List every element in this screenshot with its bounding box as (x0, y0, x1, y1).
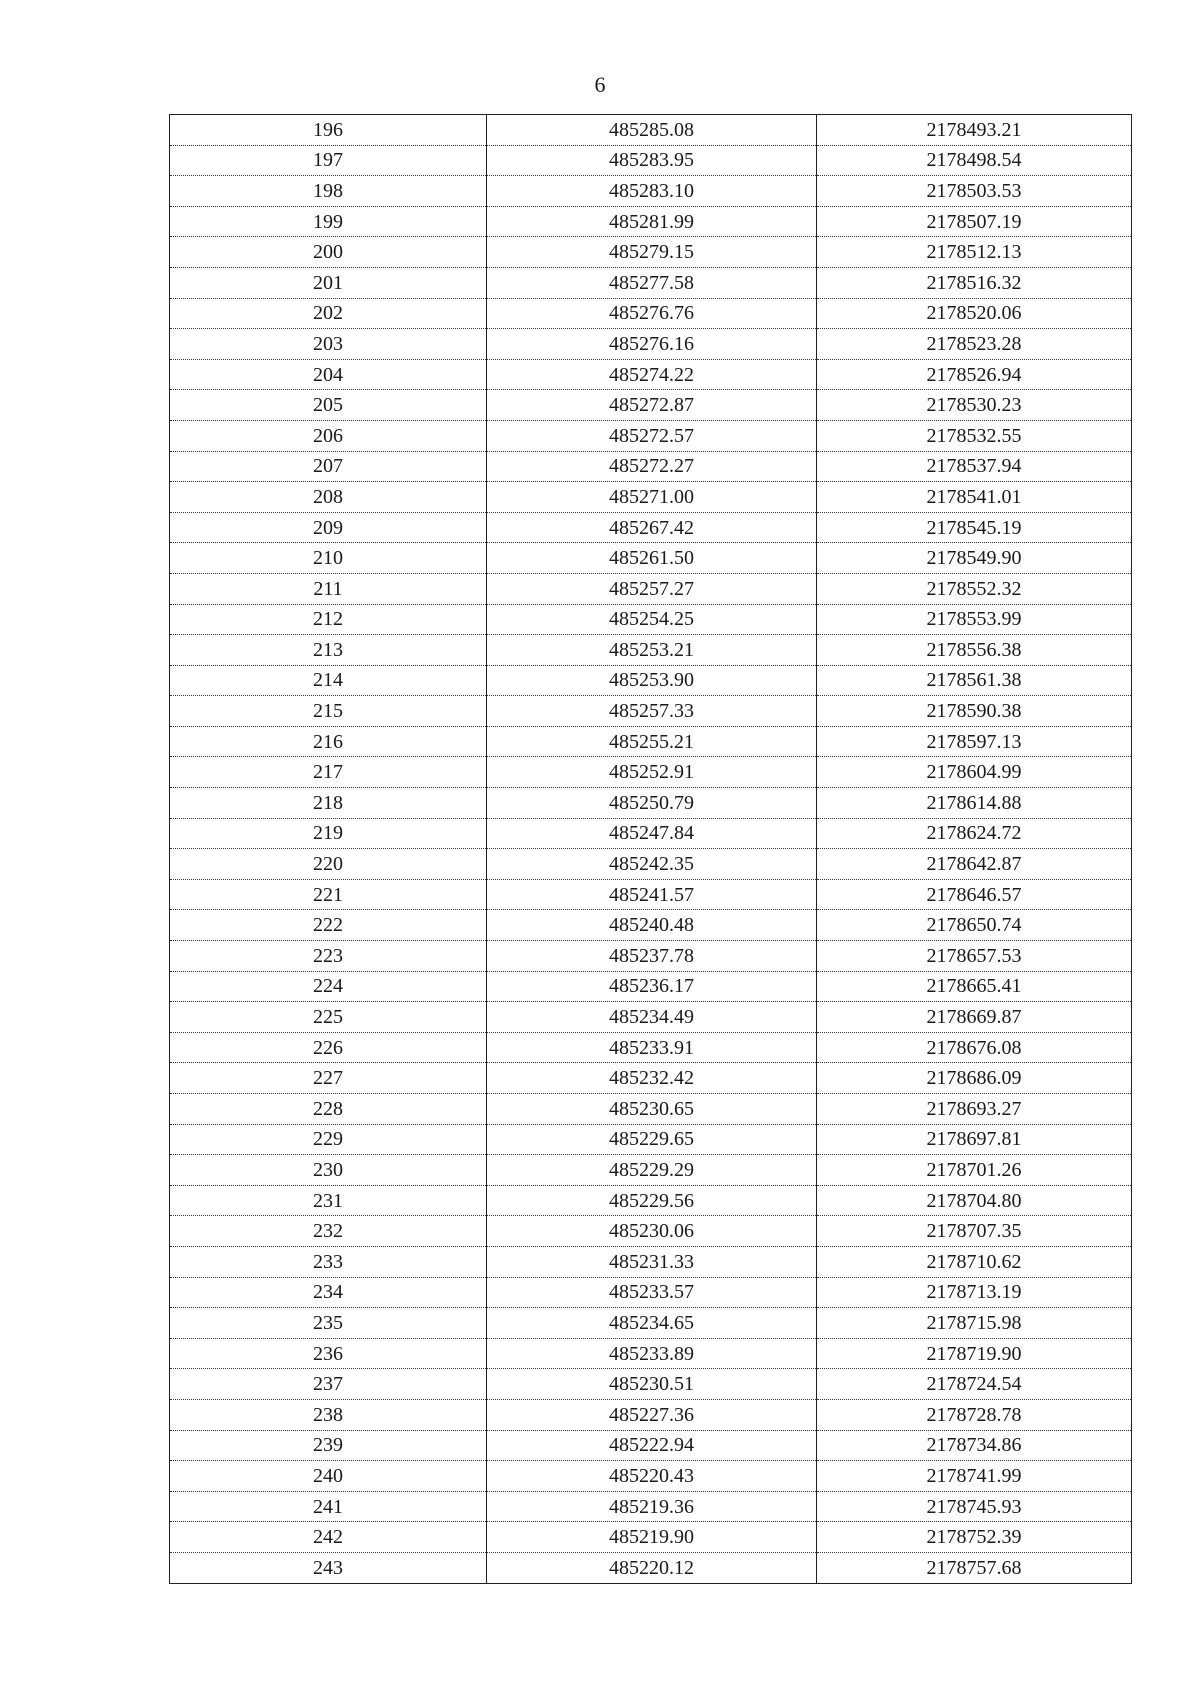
y-coordinate-cell: 2178523.28 (817, 329, 1132, 360)
x-coordinate-cell: 485285.08 (487, 115, 817, 146)
y-coordinate-cell: 2178493.21 (817, 115, 1132, 146)
y-coordinate-cell: 2178556.38 (817, 635, 1132, 666)
table-row (170, 604, 1132, 635)
y-coordinate-cell: 2178715.98 (817, 1308, 1132, 1339)
point-number-cell: 233 (170, 1246, 487, 1277)
y-coordinate-cell: 2178724.54 (817, 1369, 1132, 1400)
y-coordinate-cell: 2178520.06 (817, 298, 1132, 329)
point-number-cell: 216 (170, 726, 487, 757)
point-number-cell: 238 (170, 1399, 487, 1430)
y-coordinate-cell: 2178516.32 (817, 267, 1132, 298)
point-number-cell: 215 (170, 696, 487, 727)
point-number-cell: 200 (170, 237, 487, 268)
x-coordinate-cell: 485241.57 (487, 879, 817, 910)
table-row (170, 910, 1132, 941)
y-coordinate-cell: 2178624.72 (817, 818, 1132, 849)
table-row (170, 1216, 1132, 1247)
y-coordinate-cell: 2178701.26 (817, 1155, 1132, 1186)
x-coordinate-cell: 485252.91 (487, 757, 817, 788)
x-coordinate-cell: 485231.33 (487, 1246, 817, 1277)
y-coordinate-cell: 2178537.94 (817, 451, 1132, 482)
table-row (170, 849, 1132, 880)
point-number-cell: 197 (170, 145, 487, 176)
y-coordinate-cell: 2178526.94 (817, 359, 1132, 390)
x-coordinate-cell: 485219.36 (487, 1491, 817, 1522)
table-row (170, 1461, 1132, 1492)
x-coordinate-cell: 485242.35 (487, 849, 817, 880)
point-number-cell: 199 (170, 206, 487, 237)
point-number-cell: 211 (170, 573, 487, 604)
table-row (170, 1308, 1132, 1339)
point-number-cell: 218 (170, 788, 487, 819)
y-coordinate-cell: 2178745.93 (817, 1491, 1132, 1522)
table-row (170, 818, 1132, 849)
x-coordinate-cell: 485255.21 (487, 726, 817, 757)
table-row (170, 512, 1132, 543)
x-coordinate-cell: 485229.65 (487, 1124, 817, 1155)
table-row (170, 115, 1132, 146)
point-number-cell: 207 (170, 451, 487, 482)
y-coordinate-cell: 2178676.08 (817, 1032, 1132, 1063)
table-row (170, 1399, 1132, 1430)
x-coordinate-cell: 485234.49 (487, 1002, 817, 1033)
point-number-cell: 236 (170, 1338, 487, 1369)
point-number-cell: 242 (170, 1522, 487, 1553)
point-number-cell: 225 (170, 1002, 487, 1033)
x-coordinate-cell: 485229.56 (487, 1185, 817, 1216)
y-coordinate-cell: 2178734.86 (817, 1430, 1132, 1461)
x-coordinate-cell: 485261.50 (487, 543, 817, 574)
x-coordinate-cell: 485233.57 (487, 1277, 817, 1308)
table-row (170, 1155, 1132, 1186)
point-number-cell: 208 (170, 482, 487, 513)
coordinates-table-body (170, 115, 1132, 1584)
point-number-cell: 217 (170, 757, 487, 788)
table-row (170, 635, 1132, 666)
point-number-cell: 214 (170, 665, 487, 696)
y-coordinate-cell: 2178665.41 (817, 971, 1132, 1002)
x-coordinate-cell: 485230.51 (487, 1369, 817, 1400)
table-row (170, 941, 1132, 972)
table-row (170, 359, 1132, 390)
table-row (170, 1094, 1132, 1125)
x-coordinate-cell: 485277.58 (487, 267, 817, 298)
x-coordinate-cell: 485283.95 (487, 145, 817, 176)
y-coordinate-cell: 2178532.55 (817, 420, 1132, 451)
x-coordinate-cell: 485272.27 (487, 451, 817, 482)
x-coordinate-cell: 485271.00 (487, 482, 817, 513)
y-coordinate-cell: 2178541.01 (817, 482, 1132, 513)
y-coordinate-cell: 2178604.99 (817, 757, 1132, 788)
table-row (170, 573, 1132, 604)
point-number-cell: 224 (170, 971, 487, 1002)
coordinates-table (169, 114, 1132, 1584)
x-coordinate-cell: 485219.90 (487, 1522, 817, 1553)
y-coordinate-cell: 2178710.62 (817, 1246, 1132, 1277)
table-row (170, 145, 1132, 176)
point-number-cell: 221 (170, 879, 487, 910)
point-number-cell: 202 (170, 298, 487, 329)
y-coordinate-cell: 2178530.23 (817, 390, 1132, 421)
y-coordinate-cell: 2178757.68 (817, 1552, 1132, 1583)
x-coordinate-cell: 485234.65 (487, 1308, 817, 1339)
y-coordinate-cell: 2178697.81 (817, 1124, 1132, 1155)
table-row (170, 1522, 1132, 1553)
point-number-cell: 226 (170, 1032, 487, 1063)
point-number-cell: 223 (170, 941, 487, 972)
table-row (170, 390, 1132, 421)
x-coordinate-cell: 485232.42 (487, 1063, 817, 1094)
table-row (170, 1552, 1132, 1583)
y-coordinate-cell: 2178686.09 (817, 1063, 1132, 1094)
y-coordinate-cell: 2178642.87 (817, 849, 1132, 880)
table-row (170, 757, 1132, 788)
table-row (170, 971, 1132, 1002)
table-row (170, 1277, 1132, 1308)
x-coordinate-cell: 485227.36 (487, 1399, 817, 1430)
x-coordinate-cell: 485276.76 (487, 298, 817, 329)
x-coordinate-cell: 485233.89 (487, 1338, 817, 1369)
point-number-cell: 230 (170, 1155, 487, 1186)
table-row (170, 665, 1132, 696)
y-coordinate-cell: 2178752.39 (817, 1522, 1132, 1553)
x-coordinate-cell: 485250.79 (487, 788, 817, 819)
point-number-cell: 237 (170, 1369, 487, 1400)
y-coordinate-cell: 2178561.38 (817, 665, 1132, 696)
x-coordinate-cell: 485220.12 (487, 1552, 817, 1583)
x-coordinate-cell: 485254.25 (487, 604, 817, 635)
point-number-cell: 204 (170, 359, 487, 390)
point-number-cell: 222 (170, 910, 487, 941)
point-number-cell: 213 (170, 635, 487, 666)
table-row (170, 298, 1132, 329)
point-number-cell: 229 (170, 1124, 487, 1155)
x-coordinate-cell: 485276.16 (487, 329, 817, 360)
y-coordinate-cell: 2178553.99 (817, 604, 1132, 635)
y-coordinate-cell: 2178713.19 (817, 1277, 1132, 1308)
x-coordinate-cell: 485272.87 (487, 390, 817, 421)
point-number-cell: 220 (170, 849, 487, 880)
y-coordinate-cell: 2178741.99 (817, 1461, 1132, 1492)
x-coordinate-cell: 485257.33 (487, 696, 817, 727)
y-coordinate-cell: 2178507.19 (817, 206, 1132, 237)
point-number-cell: 241 (170, 1491, 487, 1522)
point-number-cell: 196 (170, 115, 487, 146)
table-row (170, 1063, 1132, 1094)
y-coordinate-cell: 2178498.54 (817, 145, 1132, 176)
x-coordinate-cell: 485233.91 (487, 1032, 817, 1063)
x-coordinate-cell: 485222.94 (487, 1430, 817, 1461)
table-row (170, 206, 1132, 237)
point-number-cell: 210 (170, 543, 487, 574)
point-number-cell: 234 (170, 1277, 487, 1308)
point-number-cell: 240 (170, 1461, 487, 1492)
y-coordinate-cell: 2178693.27 (817, 1094, 1132, 1125)
table-row (170, 543, 1132, 574)
point-number-cell: 209 (170, 512, 487, 543)
y-coordinate-cell: 2178552.32 (817, 573, 1132, 604)
x-coordinate-cell: 485240.48 (487, 910, 817, 941)
point-number-cell: 219 (170, 818, 487, 849)
table-row (170, 788, 1132, 819)
table-row (170, 267, 1132, 298)
point-number-cell: 198 (170, 176, 487, 207)
point-number-cell: 212 (170, 604, 487, 635)
point-number-cell: 206 (170, 420, 487, 451)
y-coordinate-cell: 2178707.35 (817, 1216, 1132, 1247)
table-row (170, 1369, 1132, 1400)
table-row (170, 1246, 1132, 1277)
x-coordinate-cell: 485247.84 (487, 818, 817, 849)
table-row (170, 696, 1132, 727)
table-row (170, 176, 1132, 207)
table-row (170, 1430, 1132, 1461)
point-number-cell: 201 (170, 267, 487, 298)
point-number-cell: 235 (170, 1308, 487, 1339)
x-coordinate-cell: 485230.65 (487, 1094, 817, 1125)
x-coordinate-cell: 485229.29 (487, 1155, 817, 1186)
page-number: 6 (594, 72, 606, 97)
x-coordinate-cell: 485253.90 (487, 665, 817, 696)
table-row (170, 1002, 1132, 1033)
x-coordinate-cell: 485257.27 (487, 573, 817, 604)
x-coordinate-cell: 485272.57 (487, 420, 817, 451)
table-row (170, 1185, 1132, 1216)
point-number-cell: 232 (170, 1216, 487, 1247)
point-number-cell: 243 (170, 1552, 487, 1583)
x-coordinate-cell: 485283.10 (487, 176, 817, 207)
y-coordinate-cell: 2178646.57 (817, 879, 1132, 910)
y-coordinate-cell: 2178597.13 (817, 726, 1132, 757)
table-row (170, 420, 1132, 451)
x-coordinate-cell: 485274.22 (487, 359, 817, 390)
table-row (170, 1338, 1132, 1369)
x-coordinate-cell: 485236.17 (487, 971, 817, 1002)
table-row (170, 726, 1132, 757)
y-coordinate-cell: 2178512.13 (817, 237, 1132, 268)
y-coordinate-cell: 2178545.19 (817, 512, 1132, 543)
y-coordinate-cell: 2178549.90 (817, 543, 1132, 574)
y-coordinate-cell: 2178590.38 (817, 696, 1132, 727)
table-row (170, 1032, 1132, 1063)
y-coordinate-cell: 2178669.87 (817, 1002, 1132, 1033)
x-coordinate-cell: 485253.21 (487, 635, 817, 666)
point-number-cell: 231 (170, 1185, 487, 1216)
x-coordinate-cell: 485281.99 (487, 206, 817, 237)
x-coordinate-cell: 485267.42 (487, 512, 817, 543)
y-coordinate-cell: 2178657.53 (817, 941, 1132, 972)
x-coordinate-cell: 485237.78 (487, 941, 817, 972)
table-row (170, 237, 1132, 268)
table-row (170, 329, 1132, 360)
x-coordinate-cell: 485230.06 (487, 1216, 817, 1247)
x-coordinate-cell: 485279.15 (487, 237, 817, 268)
y-coordinate-cell: 2178614.88 (817, 788, 1132, 819)
x-coordinate-cell: 485220.43 (487, 1461, 817, 1492)
point-number-cell: 228 (170, 1094, 487, 1125)
point-number-cell: 239 (170, 1430, 487, 1461)
table-row (170, 451, 1132, 482)
table-row (170, 482, 1132, 513)
table-row (170, 1124, 1132, 1155)
y-coordinate-cell: 2178650.74 (817, 910, 1132, 941)
y-coordinate-cell: 2178728.78 (817, 1399, 1132, 1430)
y-coordinate-cell: 2178719.90 (817, 1338, 1132, 1369)
table-row (170, 879, 1132, 910)
table-row (170, 1491, 1132, 1522)
y-coordinate-cell: 2178503.53 (817, 176, 1132, 207)
y-coordinate-cell: 2178704.80 (817, 1185, 1132, 1216)
point-number-cell: 205 (170, 390, 487, 421)
point-number-cell: 227 (170, 1063, 487, 1094)
point-number-cell: 203 (170, 329, 487, 360)
